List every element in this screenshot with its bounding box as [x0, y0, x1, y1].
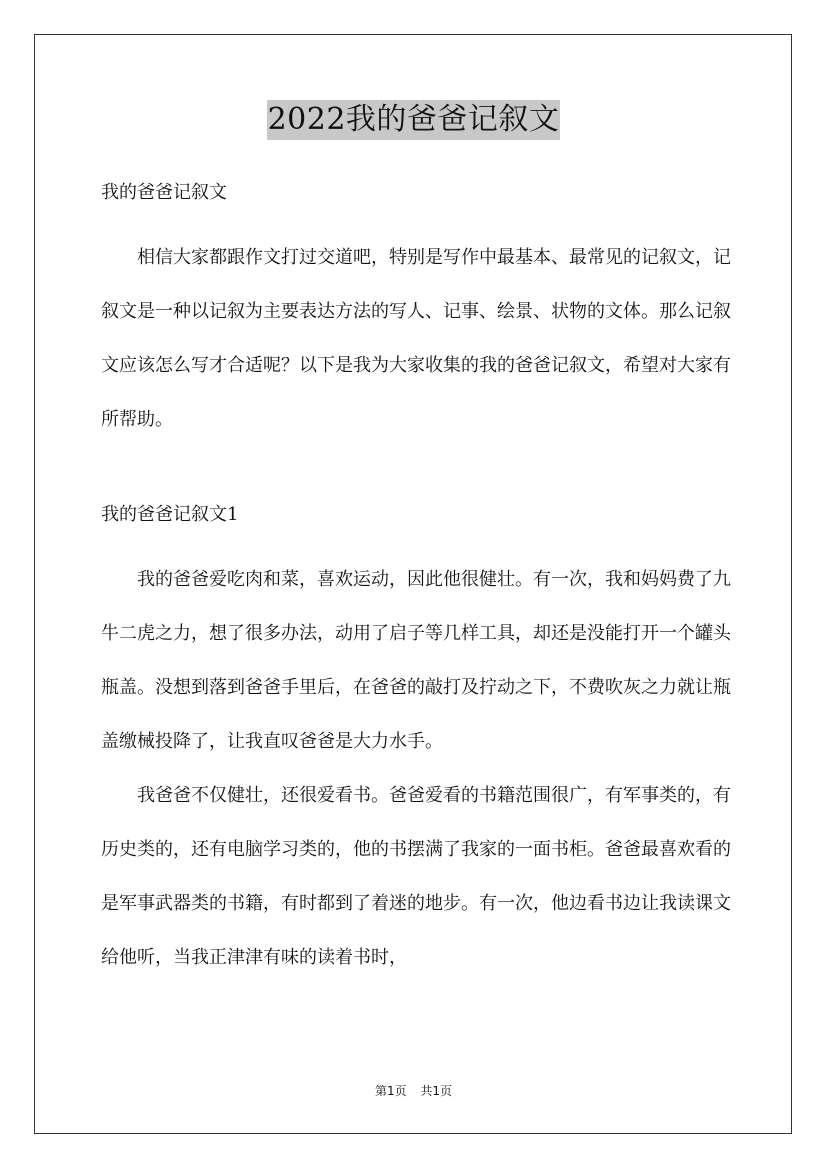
page-footer: [0, 1082, 827, 1099]
title-container: [0, 100, 827, 140]
page-number: 第1页: [374, 1084, 407, 1098]
spacer: [101, 211, 731, 231]
total-pages: 共1页: [420, 1084, 453, 1098]
document-title: 2022我的爸爸记叙文: [267, 100, 561, 140]
body-paragraph-2: 我爸爸不仅健壮，还很爱看书。爸爸爱看的书籍范围很广，有军事类的，有历史类的，还有电脑学习类的，他的书摆满了我家的一面书柜。爸爸最喜欢看的是军事武器类的书籍，有时都到了着迷的地步。有一次，他边看书边让我读课文给他听，当我正津津有味的读着书时，: [101, 785, 731, 968]
spacer: [101, 447, 731, 497]
body-paragraph-1: 我的爸爸爱吃肉和菜，喜欢运动，因此他很健壮。有一次，我和妈妈费了九牛二虎之力，想了很多办法，动用了启子等几样工具，却还是没能打开一个罐头瓶盖。没想到落到爸爸手里后，在爸爸的敲打及拧动之下，不费吹灰之力就让瓶盖缴械投降了，让我直叹爸爸是大力水手。: [101, 569, 731, 752]
section-heading-1: 我的爸爸记叙文: [101, 182, 227, 203]
document-body: [101, 175, 731, 985]
spacer: [101, 533, 731, 553]
intro-paragraph: 相信大家都跟作文打过交道吧，特别是写作中最基本、最常见的记叙文，记叙文是一种以记叙为主要表达方法的写人、记事、绘景、状物的文体。那么记叙文应该怎么写才合适呢？以下是我为大家收集的我的爸爸记叙文，希望对大家有所帮助。: [101, 247, 731, 430]
section-heading-2: 我的爸爸记叙文1: [101, 504, 239, 525]
